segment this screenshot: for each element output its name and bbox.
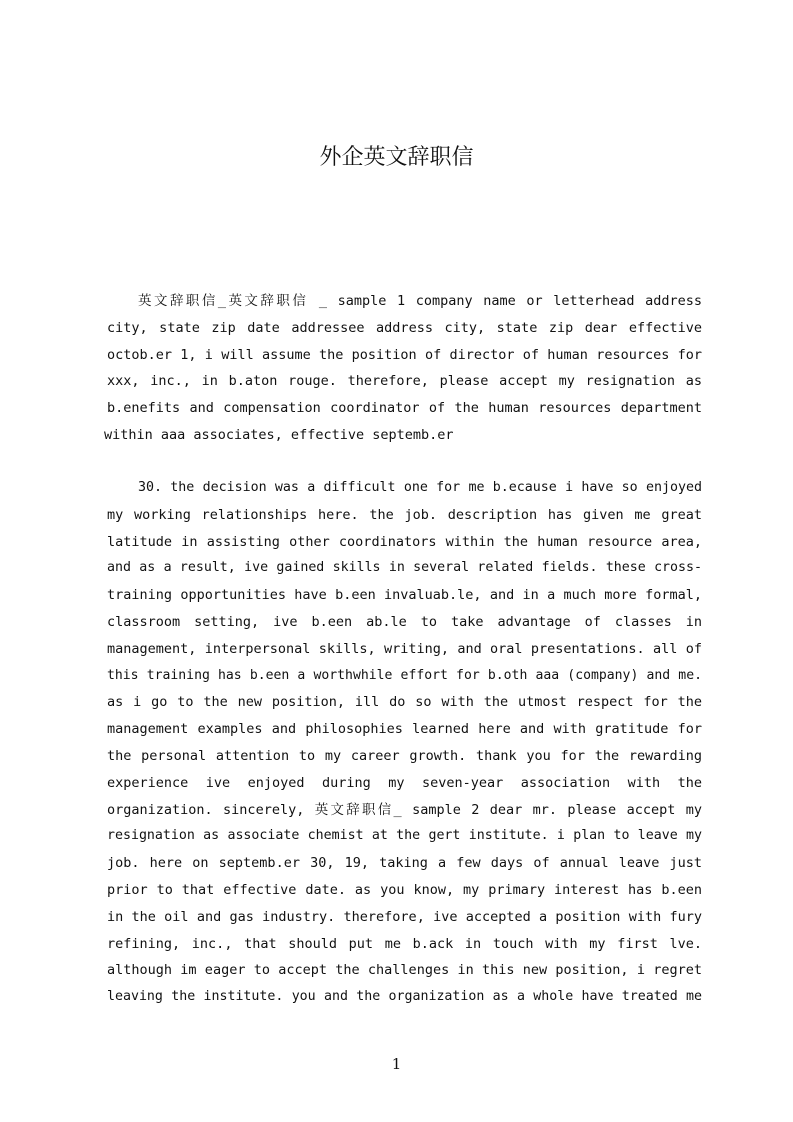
text-line: resignation as associate chemist at the gert institute. i plan to leave my <box>107 828 702 844</box>
paragraph-2 <box>107 475 702 1011</box>
text-line: refining, inc., that should put me b.ack in touch with my first lve. <box>107 935 702 952</box>
text-line: city, state zip date addressee address city, state zip dear effective <box>107 319 702 336</box>
page-number: 1 <box>391 1055 402 1073</box>
text-line: experience ive enjoyed during my seven-year association with the <box>107 774 702 791</box>
text-line: in the oil and gas industry. therefore, ive accepted a position with fury <box>107 908 702 925</box>
text-line: leaving the institute. you and the organization as a whole have treated me <box>107 989 702 1005</box>
paragraph-1 <box>104 288 702 449</box>
text-line: within aaa associates, effective septemb.er <box>104 426 454 443</box>
text-line: prior to that effective date. as you know, my primary interest has b.een <box>107 881 702 898</box>
text-line: although im eager to accept the challenges in this new position, i regret <box>107 962 702 979</box>
text-line: xxx, inc., in b.aton rouge. therefore, please accept my resignation as <box>107 373 702 390</box>
text-line: management, interpersonal skills, writing, and oral presentations. all of <box>107 640 702 657</box>
text-line: octob.er 1, i will assume the position of director of human resources for <box>107 346 702 363</box>
text-line: management examples and philosophies learned here and with gratitude for <box>107 721 702 738</box>
text-line: and as a result, ive gained skills in several related fields. these cross- <box>107 560 702 576</box>
text-line: training opportunities have b.een invaluab.le, and in a much more formal, <box>107 587 702 604</box>
text-line: 英文辞职信_英文辞职信 _ sample 1 company name or letterhead address <box>138 293 702 309</box>
text-line: job. here on septemb.er 30, 19, taking a few days of annual leave just <box>107 855 702 872</box>
text-line: this training has b.een a worthwhile effort for b.oth aaa (company) and me. <box>107 667 702 683</box>
text-line: organization. sincerely, 英文辞职信_ sample 2 dear mr. please accept my <box>107 801 702 818</box>
text-line: the personal attention to my career growth. thank you for the rewarding <box>107 747 702 764</box>
document-title: 外企英文辞职信 <box>319 145 474 170</box>
text-line: 30. the decision was a difficult one for me b.ecause i have so enjoyed <box>138 480 702 495</box>
text-line: latitude in assisting other coordinators within the human resource area, <box>107 533 702 550</box>
text-line: classroom setting, ive b.een ab.le to take advantage of classes in <box>107 613 702 630</box>
text-line: b.enefits and compensation coordinator of the human resources department <box>107 400 702 417</box>
text-line: as i go to the new position, ill do so with the utmost respect for the <box>107 694 702 711</box>
text-line: my working relationships here. the job. description has given me great <box>107 506 702 523</box>
